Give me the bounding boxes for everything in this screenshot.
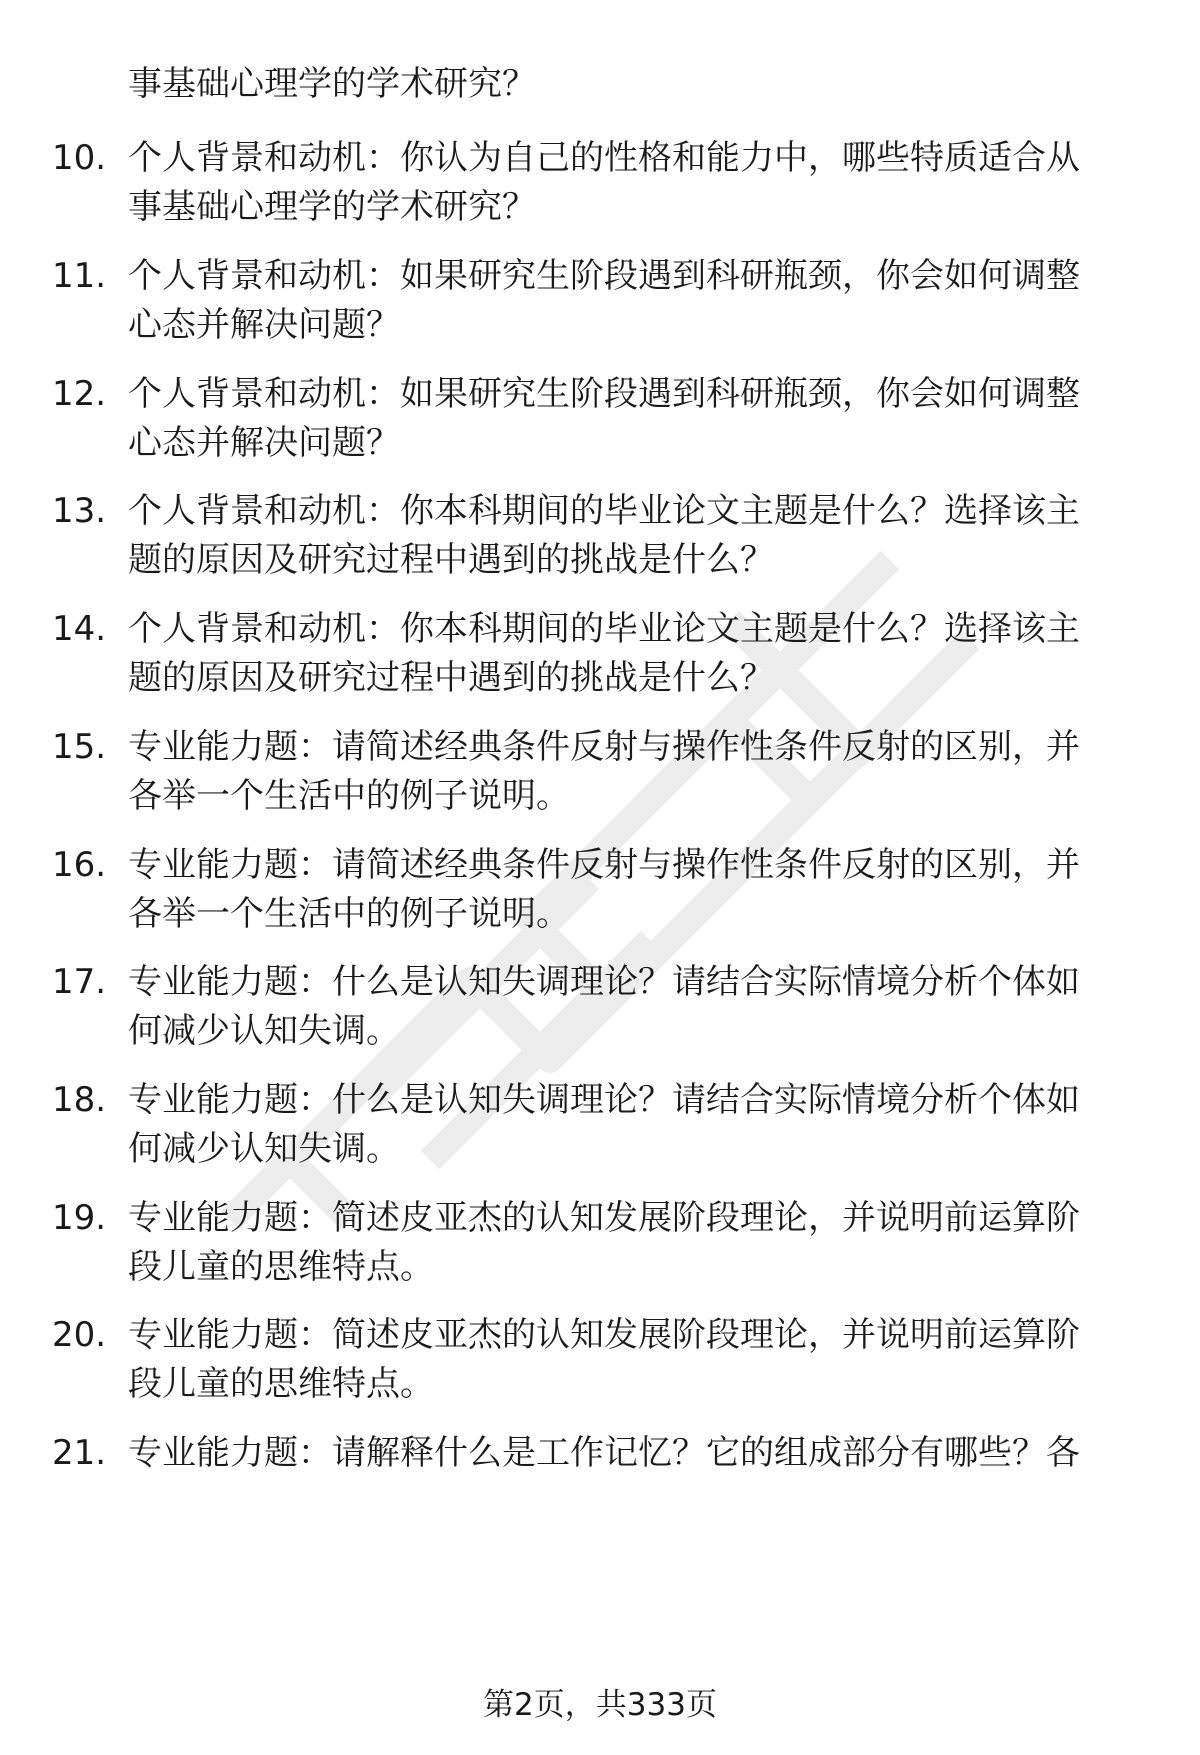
question-text-line: 专业能力题：什么是认知失调理论？请结合实际情境分析个体如 xyxy=(128,1080,1080,1120)
question-number: 16. xyxy=(52,845,107,885)
question-text-line: 专业能力题：简述皮亚杰的认知发展阶段理论，并说明前运算阶 xyxy=(128,1198,1080,1238)
question-text-line: 事基础心理学的学术研究？ xyxy=(128,187,536,227)
question-item xyxy=(52,841,1152,941)
question-text-line: 专业能力题：请简述经典条件反射与操作性条件反射的区别，并 xyxy=(128,727,1080,767)
question-text-line: 各举一个生活中的例子说明。 xyxy=(128,894,570,934)
question-text-line: 何减少认知失调。 xyxy=(128,1129,400,1169)
question-number: 11. xyxy=(52,256,107,296)
question-text-line: 心态并解决问题？ xyxy=(128,423,400,463)
question-number: 10. xyxy=(52,138,107,178)
question-text-line: 专业能力题：什么是认知失调理论？请结合实际情境分析个体如 xyxy=(128,962,1080,1002)
continued-question-text: 事基础心理学的学术研究？ xyxy=(128,64,536,104)
question-number: 13. xyxy=(52,491,107,531)
question-number: 12. xyxy=(52,374,107,414)
question-item xyxy=(52,1194,1152,1294)
question-number: 20. xyxy=(52,1315,107,1355)
question-item xyxy=(52,1076,1152,1176)
question-number: 18. xyxy=(52,1080,107,1120)
question-text-line: 心态并解决问题？ xyxy=(128,305,400,345)
question-text-line: 题的原因及研究过程中遇到的挑战是什么？ xyxy=(128,540,774,580)
question-text-line: 段儿童的思维特点。 xyxy=(128,1364,434,1404)
question-item xyxy=(52,1311,1152,1411)
question-number: 15. xyxy=(52,727,107,767)
question-item xyxy=(52,1429,1152,1479)
question-number: 17. xyxy=(52,962,107,1002)
question-item xyxy=(52,958,1152,1058)
question-item xyxy=(52,487,1152,587)
question-text-line: 个人背景和动机：如果研究生阶段遇到科研瓶颈，你会如何调整 xyxy=(128,256,1080,296)
question-number: 19. xyxy=(52,1198,107,1238)
question-text-line: 个人背景和动机：你本科期间的毕业论文主题是什么？选择该主 xyxy=(128,491,1080,531)
question-number: 14. xyxy=(52,609,107,649)
question-text-line: 个人背景和动机：如果研究生阶段遇到科研瓶颈，你会如何调整 xyxy=(128,374,1080,414)
question-item xyxy=(52,252,1152,352)
question-number: 21. xyxy=(52,1433,107,1473)
question-text-line: 题的原因及研究过程中遇到的挑战是什么？ xyxy=(128,658,774,698)
question-text-line: 个人背景和动机：你本科期间的毕业论文主题是什么？选择该主 xyxy=(128,609,1080,649)
question-text-line: 各举一个生活中的例子说明。 xyxy=(128,776,570,816)
question-text-line: 个人背景和动机：你认为自己的性格和能力中，哪些特质适合从 xyxy=(128,138,1080,178)
question-text-line: 段儿童的思维特点。 xyxy=(128,1247,434,1287)
question-item xyxy=(52,370,1152,470)
question-text-line: 专业能力题：简述皮亚杰的认知发展阶段理论，并说明前运算阶 xyxy=(128,1315,1080,1355)
page-footer: 第2页，共333页 xyxy=(483,1687,717,1723)
question-text-line: 专业能力题：请解释什么是工作记忆？它的组成部分有哪些？各 xyxy=(128,1433,1080,1473)
question-item xyxy=(52,605,1152,705)
question-text-line: 何减少认知失调。 xyxy=(128,1011,400,1051)
question-item xyxy=(52,723,1152,823)
question-item xyxy=(52,134,1152,234)
question-text-line: 专业能力题：请简述经典条件反射与操作性条件反射的区别，并 xyxy=(128,845,1080,885)
